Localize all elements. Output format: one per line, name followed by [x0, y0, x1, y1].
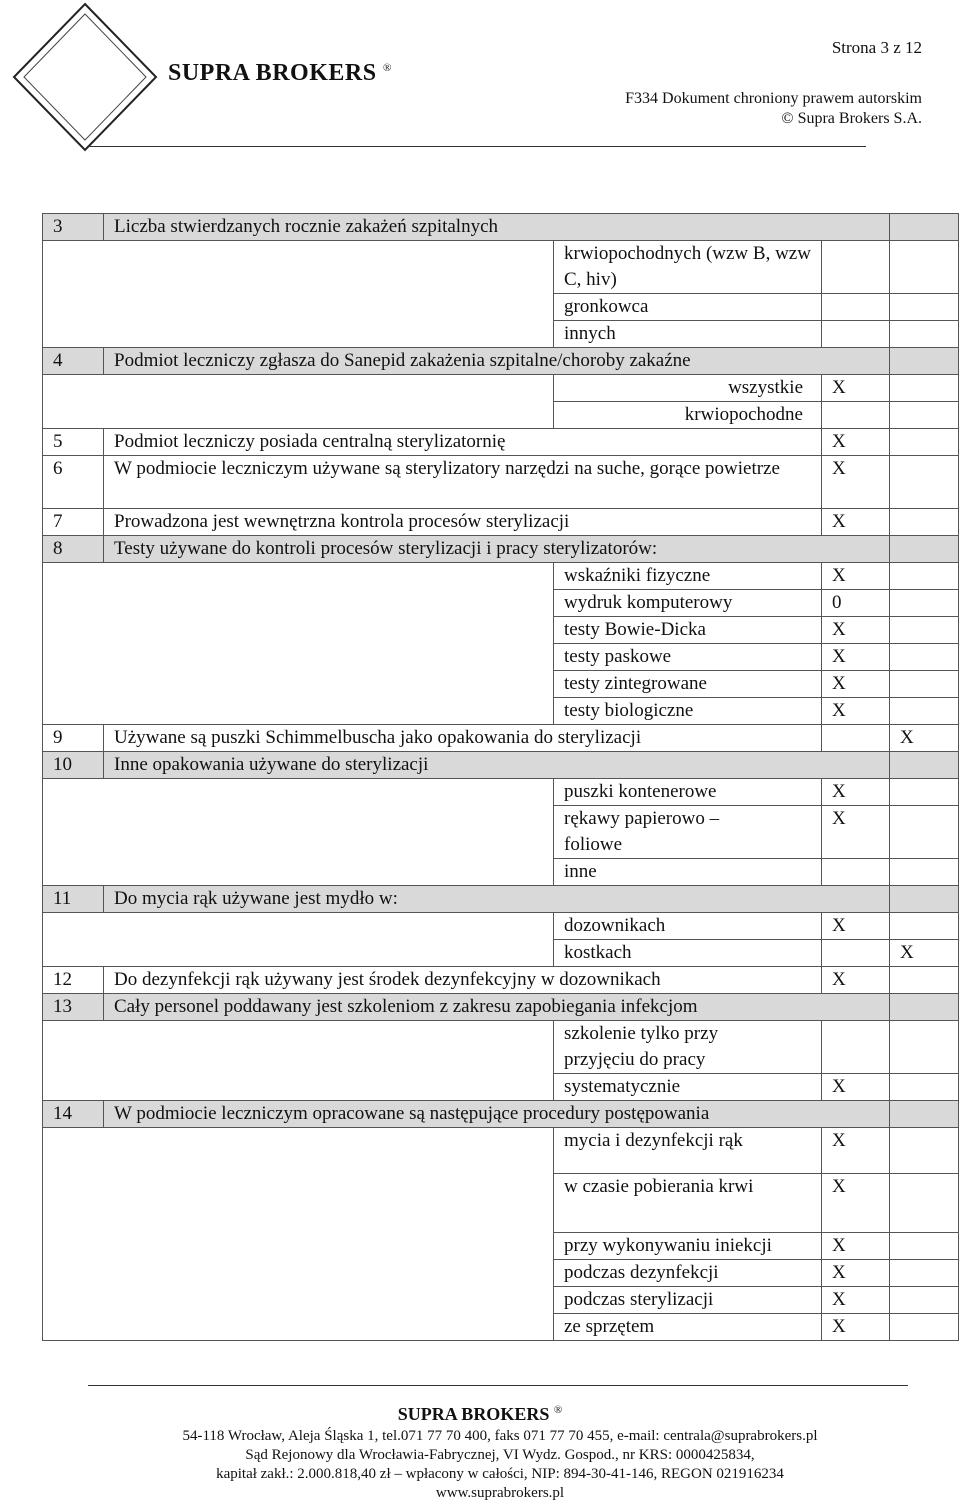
answer-mark: X	[822, 509, 890, 536]
question-text: Prowadzona jest wewnętrzna kontrola procesów sterylizacji	[104, 509, 822, 536]
option-text: inne	[554, 859, 822, 886]
answer-mark: X	[822, 456, 890, 509]
answer-mark: X	[890, 940, 959, 967]
answer-cell	[890, 671, 959, 698]
option-text: puszki kontenerowe	[554, 779, 822, 806]
table-row	[43, 752, 959, 779]
blank-cell	[43, 241, 554, 348]
answer-cell	[822, 859, 890, 886]
option-text: wszystkie	[554, 375, 822, 402]
answer-cell	[890, 1314, 959, 1341]
answer-mark: X	[822, 644, 890, 671]
table-row	[43, 967, 959, 994]
option-text: podczas sterylizacji	[554, 1287, 822, 1314]
answer-cell	[890, 752, 959, 779]
answer-cell	[890, 913, 959, 940]
answer-cell	[890, 698, 959, 725]
table-row	[43, 1128, 959, 1174]
answer-mark: X	[822, 1287, 890, 1314]
answer-cell	[890, 294, 959, 321]
answer-mark: X	[822, 1074, 890, 1101]
table-row	[43, 348, 959, 375]
answer-mark: X	[822, 1260, 890, 1287]
answer-cell	[890, 241, 959, 294]
blank-cell	[43, 1128, 554, 1341]
answer-cell	[890, 806, 959, 859]
copyright-text: © Supra Brokers S.A.	[781, 110, 922, 127]
option-text: ze sprzętem	[554, 1314, 822, 1341]
answer-cell	[890, 536, 959, 563]
option-text: krwiopochodne	[554, 402, 822, 429]
answer-cell	[890, 644, 959, 671]
option-text: kostkach	[554, 940, 822, 967]
table-row	[43, 725, 959, 752]
answer-cell	[890, 1287, 959, 1314]
answer-cell	[890, 967, 959, 994]
row-number: 7	[43, 509, 104, 536]
answer-mark: X	[822, 1128, 890, 1174]
row-number: 5	[43, 429, 104, 456]
table-row	[43, 536, 959, 563]
answer-mark: X	[822, 913, 890, 940]
answer-mark: X	[822, 617, 890, 644]
header-rule	[88, 146, 866, 147]
table-row	[43, 1101, 959, 1128]
table-row	[43, 563, 959, 590]
answer-mark: X	[890, 725, 959, 752]
answer-mark: X	[822, 806, 890, 859]
answer-mark: X	[822, 429, 890, 456]
answer-cell	[890, 1074, 959, 1101]
table-row	[43, 214, 959, 241]
answer-mark: X	[822, 698, 890, 725]
answer-cell	[890, 509, 959, 536]
blank-cell	[43, 913, 554, 967]
header-brand: SUPRA BROKERS ®	[168, 60, 392, 86]
footer-rule	[88, 1385, 908, 1386]
answer-cell	[890, 1174, 959, 1233]
company-logo-icon	[10, 0, 160, 155]
option-text: podczas dezynfekcji	[554, 1260, 822, 1287]
footer-website: www.suprabrokers.pl	[435, 1485, 565, 1501]
answer-cell	[822, 1021, 890, 1074]
question-text: Używane są puszki Schimmelbuscha jako opakowania do sterylizacji	[104, 725, 822, 752]
answer-cell	[890, 994, 959, 1021]
answer-mark: 0	[822, 590, 890, 617]
question-text: Liczba stwierdzanych rocznie zakażeń szpitalnych	[104, 214, 890, 241]
question-text: Cały personel poddawany jest szkoleniom z zakresu zapobiegania infekcjom	[104, 994, 890, 1021]
page-number: Strona 3 z 12	[831, 38, 922, 57]
row-number: 6	[43, 456, 104, 509]
footer-brand: SUPRA BROKERS ®	[397, 1404, 563, 1424]
option-text: szkolenie tylko przy przyjęciu do pracy	[554, 1021, 822, 1074]
answer-cell	[890, 617, 959, 644]
answer-mark: X	[822, 967, 890, 994]
option-text: innych	[554, 321, 822, 348]
answer-cell	[890, 859, 959, 886]
row-number: 9	[43, 725, 104, 752]
table-row	[43, 375, 959, 402]
blank-cell	[43, 563, 554, 725]
question-text: Podmiot leczniczy posiada centralną sterylizatornię	[104, 429, 822, 456]
question-text: W podmiocie leczniczym opracowane są następujące procedury postępowania	[104, 1101, 890, 1128]
answer-cell	[890, 429, 959, 456]
answer-cell	[890, 456, 959, 509]
footer-capital: kapitał zakł.: 2.000.818,40 zł – wpłacony w całości, NIP: 894-30-41-146, REGON 021916234	[216, 1466, 784, 1482]
option-text: testy Bowie-Dicka	[554, 617, 822, 644]
answer-mark: X	[822, 375, 890, 402]
answer-cell	[890, 563, 959, 590]
answer-cell	[822, 241, 890, 294]
question-text: W podmiocie leczniczym używane są sterylizatory narzędzi na suche, gorące powietrze	[104, 456, 822, 509]
option-text: systematycznie	[554, 1074, 822, 1101]
blank-cell	[43, 375, 554, 429]
footer-address: 54-118 Wrocław, Aleja Śląska 1, tel.071 77 70 400, faks 071 77 70 455, e-mail: centrala@suprabrokers.pl	[182, 1428, 818, 1444]
answer-cell	[822, 321, 890, 348]
option-text: przy wykonywaniu iniekcji	[554, 1233, 822, 1260]
table-row	[43, 779, 959, 806]
table-row	[43, 886, 959, 913]
document-id	[625, 89, 922, 129]
blank-cell	[43, 779, 554, 886]
question-text: Testy używane do kontroli procesów sterylizacji i pracy sterylizatorów:	[104, 536, 890, 563]
doc-id-text: F334 Dokument chroniony prawem autorskim	[625, 90, 922, 107]
blank-cell	[43, 1021, 554, 1101]
option-text: wydruk komputerowy	[554, 590, 822, 617]
option-text: w czasie pobierania krwi	[554, 1174, 822, 1233]
option-text: testy paskowe	[554, 644, 822, 671]
answer-cell	[890, 1128, 959, 1174]
row-number: 11	[43, 886, 104, 913]
answer-mark: X	[822, 563, 890, 590]
question-text: Inne opakowania używane do sterylizacji	[104, 752, 890, 779]
answer-cell	[890, 1021, 959, 1074]
option-text: krwiopochodnych (wzw B, wzw C, hiv)	[554, 241, 822, 294]
question-text: Podmiot leczniczy zgłasza do Sanepid zakażenia szpitalne/choroby zakaźne	[104, 348, 890, 375]
answer-mark: X	[822, 1314, 890, 1341]
option-text: testy zintegrowane	[554, 671, 822, 698]
answer-cell	[822, 294, 890, 321]
answer-cell	[890, 1260, 959, 1287]
option-text: wskaźniki fizyczne	[554, 563, 822, 590]
table-row	[43, 994, 959, 1021]
option-text: mycia i dezynfekcji rąk	[554, 1128, 822, 1174]
row-number: 10	[43, 752, 104, 779]
row-number: 13	[43, 994, 104, 1021]
option-text: rękawy papierowo – foliowe	[554, 806, 822, 859]
table-row	[43, 509, 959, 536]
answer-cell	[890, 1233, 959, 1260]
row-number: 14	[43, 1101, 104, 1128]
row-number: 4	[43, 348, 104, 375]
answer-mark: X	[822, 1174, 890, 1233]
table-row	[43, 456, 959, 509]
table-row	[43, 429, 959, 456]
answer-cell	[890, 375, 959, 402]
answer-cell	[890, 1101, 959, 1128]
answer-mark: X	[822, 779, 890, 806]
row-number: 3	[43, 214, 104, 241]
answer-cell	[822, 402, 890, 429]
answer-cell	[890, 348, 959, 375]
answer-cell	[890, 590, 959, 617]
answer-mark: X	[822, 671, 890, 698]
option-text: dozownikach	[554, 913, 822, 940]
answer-cell	[890, 321, 959, 348]
answer-mark: X	[822, 1233, 890, 1260]
row-number: 8	[43, 536, 104, 563]
answer-cell	[890, 779, 959, 806]
answer-cell	[890, 402, 959, 429]
table-row	[43, 1021, 959, 1074]
question-text: Do mycia rąk używane jest mydło w:	[104, 886, 890, 913]
row-number: 12	[43, 967, 104, 994]
option-text: testy biologiczne	[554, 698, 822, 725]
table-row	[43, 913, 959, 940]
questionnaire-table	[42, 213, 959, 1341]
answer-cell	[822, 940, 890, 967]
question-text: Do dezynfekcji rąk używany jest środek dezynfekcyjny w dozownikach	[104, 967, 822, 994]
answer-cell	[822, 725, 890, 752]
table-row	[43, 241, 959, 294]
answer-cell	[890, 886, 959, 913]
footer-court: Sąd Rejonowy dla Wrocławia-Fabrycznej, VI Wydz. Gospod., nr KRS: 0000425834,	[245, 1447, 755, 1463]
answer-cell	[890, 214, 959, 241]
option-text: gronkowca	[554, 294, 822, 321]
